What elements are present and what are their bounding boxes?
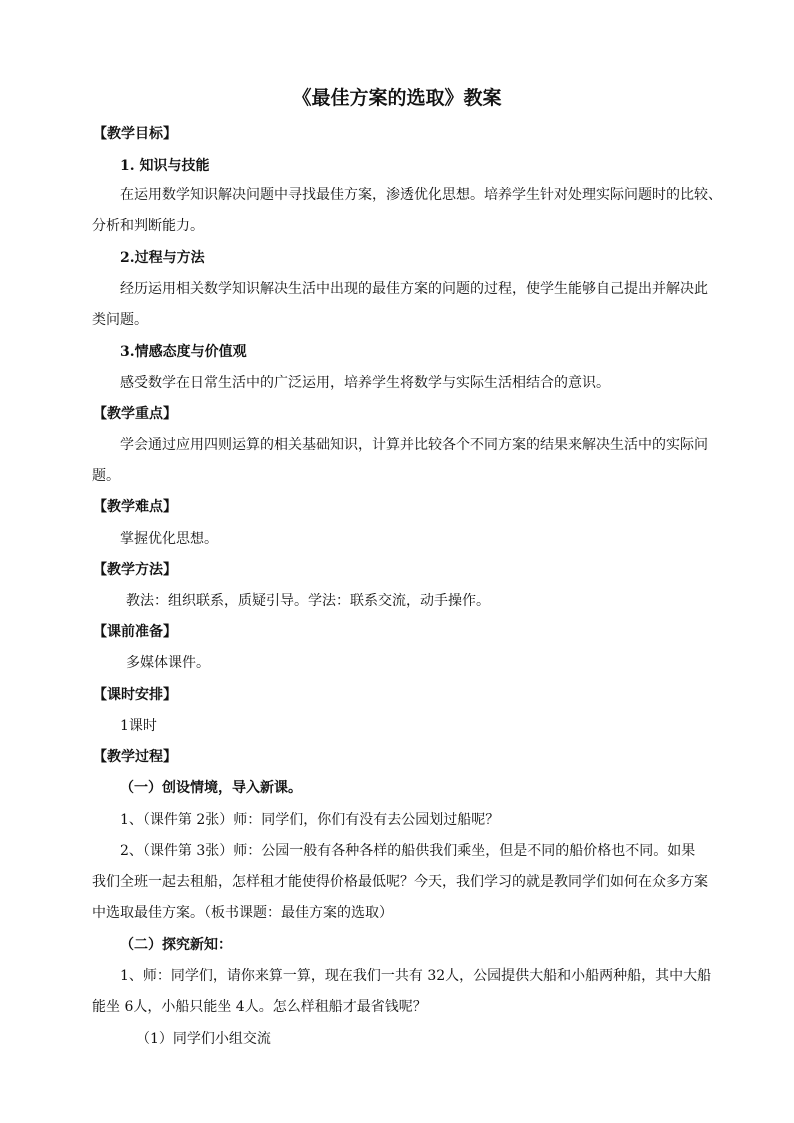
- subheading-step1: （一）创设情境，导入新课。: [120, 780, 302, 796]
- paragraph-line: 1课时: [120, 718, 157, 734]
- paragraph-line: 1、师：同学们，请你来算一算，现在我们一共有 32人，公园提供大船和小船两种船，其中大船: [120, 968, 712, 984]
- paragraph-line: 学会通过应用四则运算的相关基础知识，计算并比较各个不同方案的结果来解决生活中的实际问: [120, 437, 708, 453]
- subheading-attitude: 3.情感态度与价值观: [120, 344, 247, 360]
- subheading-process: 2.过程与方法: [120, 250, 205, 266]
- subheading-step2: （二）探究新知：: [120, 937, 232, 953]
- paragraph-line: （1）同学们小组交流: [136, 1031, 271, 1047]
- heading-methods: 【教学方法】: [93, 562, 177, 578]
- paragraph-line: 2、（课件第 3张）师：公园一般有各种各样的船供我们乘坐，但是不同的船价格也不同。如果: [120, 843, 696, 859]
- page-title: 《最佳方案的选取》教案: [292, 87, 502, 109]
- paragraph-line: 感受数学在日常生活中的广泛运用，培养学生将数学与实际生活相结合的意识。: [120, 375, 610, 391]
- paragraph-line: 类问题。: [92, 312, 148, 328]
- paragraph-line: 在运用数学知识解决问题中寻找最佳方案，渗透优化思想。培养学生针对处理实际问题时的比较、: [120, 187, 722, 203]
- paragraph-line: 经历运用相关数学知识解决生活中出现的最佳方案的问题的过程，使学生能够自己提出并解决此: [120, 281, 708, 297]
- heading-preparation: 【课前准备】: [93, 624, 177, 640]
- subheading-knowledge: 1. 知识与技能: [120, 158, 210, 174]
- paragraph-line: 掌握优化思想。: [120, 531, 218, 547]
- paragraph-line: 多媒体课件。: [126, 655, 210, 671]
- paragraph-line: 中选取最佳方案。（板书课题：最佳方案的选取）: [92, 905, 393, 921]
- paragraph-line: 教法：组织联系，质疑引导。学法：联系交流，动手操作。: [126, 593, 490, 609]
- paragraph-line: 能坐 6人，小船只能坐 4人。怎么样租船才最省钱呢？: [92, 999, 427, 1015]
- heading-difficulties: 【教学难点】: [93, 499, 177, 515]
- paragraph-line: 1、（课件第 2张）师：同学们，你们有没有去公园划过船呢？: [120, 812, 500, 828]
- heading-objectives: 【教学目标】: [93, 126, 177, 142]
- paragraph-line: 我们全班一起去租船，怎样租才能使得价格最低呢？今天，我们学习的就是教同学们如何在众多方案: [92, 874, 708, 890]
- heading-key-points: 【教学重点】: [93, 406, 177, 422]
- paragraph-line: 分析和判断能力。: [92, 218, 204, 234]
- heading-schedule: 【课时安排】: [93, 687, 177, 703]
- paragraph-line: 题。: [92, 468, 120, 484]
- heading-teaching-process: 【教学过程】: [93, 749, 177, 765]
